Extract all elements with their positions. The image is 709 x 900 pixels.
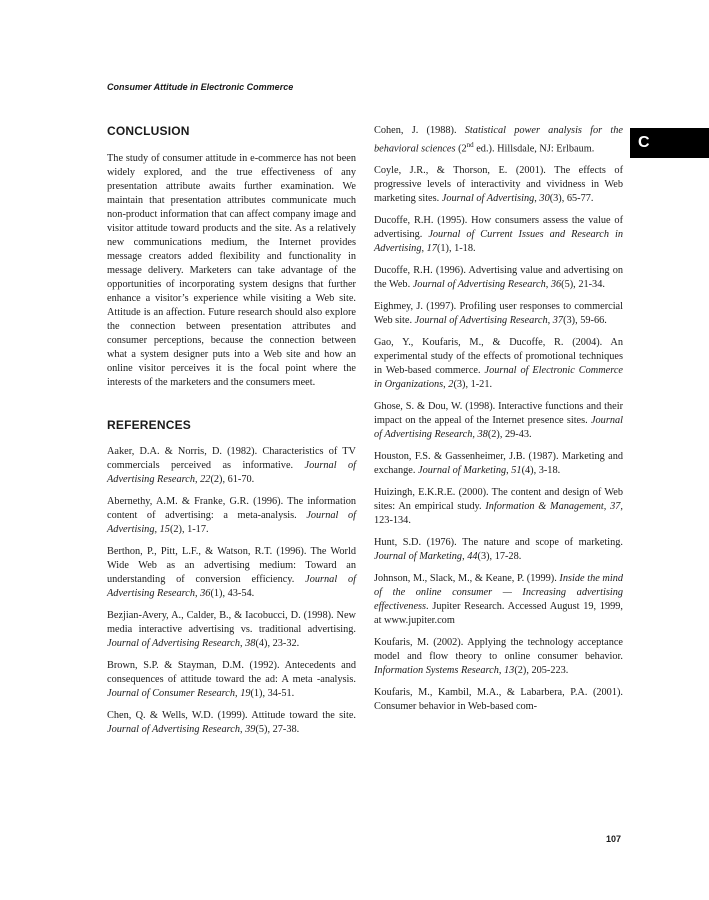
references-list-right <box>374 124 623 714</box>
page-number: 107 <box>606 834 622 844</box>
reference-entry: Cohen, J. (1988). Statistical power analysis for the behavioral sciences (2nd ed.). Hillsdale, NJ: Erlbaum. <box>374 125 623 155</box>
reference-entry: Huizingh, E.K.R.E. (2000). The content and design of Web sites: An empirical study. Information & Management, 37, 123-134. <box>374 487 623 527</box>
reference-entry: Bezjian-Avery, A., Calder, B., & Iacobucci, D. (1998). New media interactive advertising vs. traditional advertising. Journal of Advertising Research, 38(4), 23-32. <box>107 610 356 649</box>
reference-entry: Brown, S.P. & Stayman, D.M. (1992). Antecedents and consequences of attitude toward the ad: A meta -analysis. Journal of Consumer Research, 19(1), 34-51. <box>107 660 356 699</box>
references-heading: REFERENCES <box>107 418 192 432</box>
reference-entry: Gao, Y., Koufaris, M., & Ducoffe, R. (2004). An experimental study of the effects of promotional techniques in Web-based commerce. Journal of Electronic Commerce in Organizations, 2(3), 1-21. <box>374 337 624 391</box>
left-column <box>107 124 356 745</box>
reference-entry: Ducoffe, R.H. (1995). How consumers assess the value of advertising. Journal of Current Issues and Research in Advertising, 17(1), 1-18. <box>374 215 623 255</box>
reference-entry: Johnson, M., Slack, M., & Keane, P. (1999). Inside the mind of the online consumer — Increasing advertising effectiveness. Jupiter Research. Accessed August 19, 1999, at www.jupiter.com <box>374 573 623 627</box>
reference-entry: Eighmey, J. (1997). Profiling user responses to commercial Web site. Journal of Advertising Research, 37(3), 59-66. <box>374 301 623 327</box>
reference-entry: Hunt, S.D. (1976). The nature and scope of marketing. Journal of Marketing, 44(3), 17-28. <box>374 537 623 563</box>
reference-entry: Koufaris, M. (2002). Applying the technology acceptance model and flow theory to online consumer behavior. Information Systems Research, 13(2), 205-223. <box>374 637 623 677</box>
reference-entry: Ducoffe, R.H. (1996). Advertising value and advertising on the Web. Journal of Advertising Research, 36(5), 21-34. <box>374 265 623 291</box>
reference-entry: Berthon, P., Pitt, L.F., & Watson, R.T. (1996). The World Wide Web as an advertising medium: Toward an understanding of conversion efficiency. Journal of Advertising Research, 36(1), 43-54. <box>107 546 356 599</box>
reference-entry: Chen, Q. & Wells, W.D. (1999). Attitude toward the site. Journal of Advertising Research, 39(5), 27-38. <box>107 710 356 735</box>
reference-entry: Koufaris, M., Kambil, M.A., & Labarbera, P.A. (2001). Consumer behavior in Web-based com- <box>374 687 623 713</box>
running-head: Consumer Attitude in Electronic Commerce <box>107 82 294 92</box>
conclusion-heading: CONCLUSION <box>107 124 190 138</box>
reference-entry: Ghose, S. & Dou, W. (1998). Interactive functions and their impact on the appeal of the Internet presence sites. Journal of Advertising Research, 38(2), 29-43. <box>374 401 623 441</box>
references-list-left <box>107 445 356 737</box>
reference-entry: Aaker, D.A. & Norris, D. (1982). Characteristics of TV commercials perceived as informative. Journal of Advertising Research, 22(2), 61-70. <box>107 446 356 485</box>
reference-entry: Coyle, J.R., & Thorson, E. (2001). The effects of progressive levels of interactivity and vividness in Web marketing sites. Journal of Advertising, 30(3), 65-77. <box>374 165 623 205</box>
conclusion-body: The study of consumer attitude in e-commerce has not been widely explored, and the true effectiveness of any presentation attribute awaits further examination. We maintain that presentation attributes communicate much non-product information that can affect company image and visitor attitude toward products and the site. As a relatively new communications medium, the Internet provides message creators added flexibility and functionality in message delivery. Marketers can take advantage of the opportunities of incorporating system designs that further enhance a visitor’s experience while visiting a Web site. Attitude is an affection. Future research should also explore the connection between presentation attributes and consumer perceptions, because the connection between what a system designer puts into a Web site and how an online visitor perceives it is the focal point where the interests of the marketers and the consumers meet. <box>107 153 356 388</box>
reference-entry: Abernethy, A.M. & Franke, G.R. (1996). The information content of advertising: a meta-analysis. Journal of Advertising, 15(2), 1-17. <box>107 496 356 535</box>
section-tab-marker: C <box>630 128 709 158</box>
reference-entry: Houston, F.S. & Gassenheimer, J.B. (1987). Marketing and exchange. Journal of Marketing, 51(4), 3-18. <box>374 451 623 477</box>
right-column <box>374 124 623 722</box>
